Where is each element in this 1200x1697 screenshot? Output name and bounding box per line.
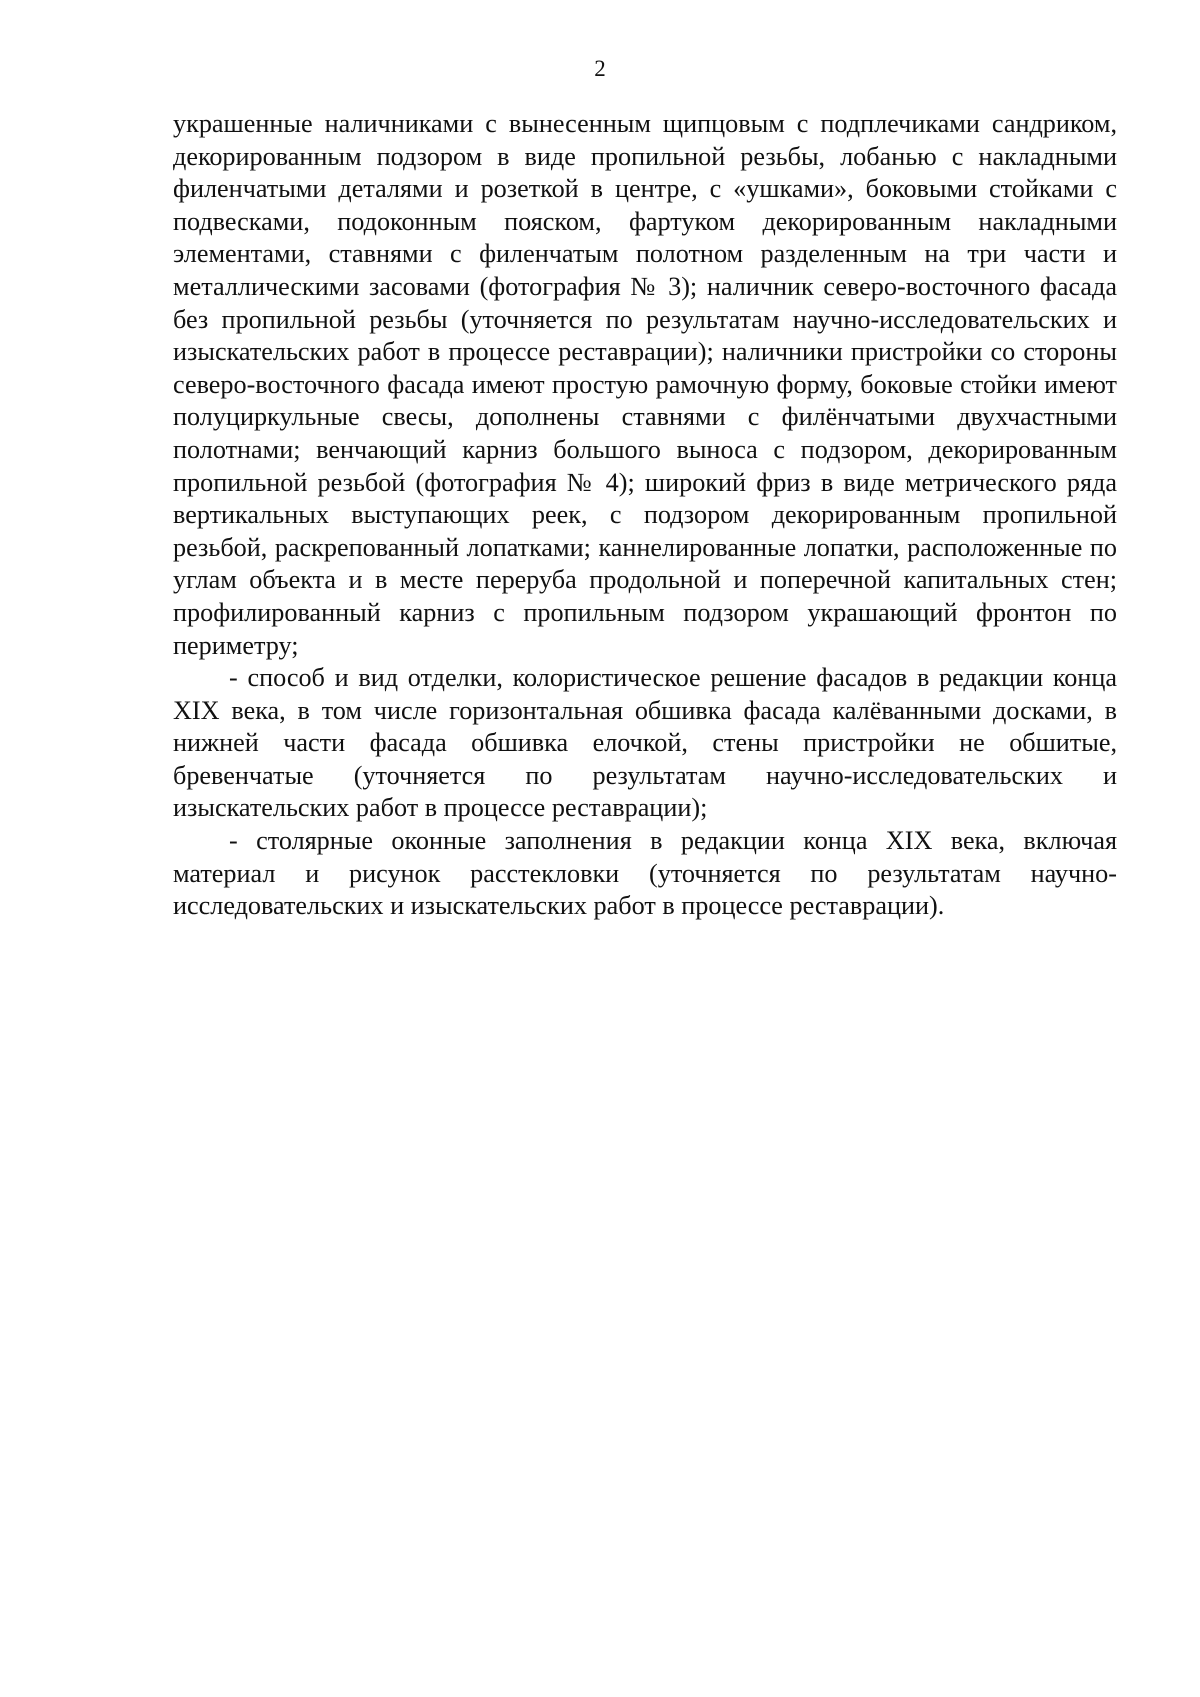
document-body [173, 108, 1117, 923]
paragraph-finishing: - способ и вид отделки, колористическое решение фасадов в редакции конца XIX века, в том числе горизонтальная обшивка фасада калёванными досками, в нижней части фасада обшивка елочкой, стены пристройки не обшитые, бревенчатые (уточняется по результатам научно-исследовательских и изыскательских работ в процессе реставрации); [173, 663, 1117, 823]
paragraph-continuation: украшенные наличниками с вынесенным щипцовым с подплечиками сандриком, декорированным подзором в виде пропильной резьбы, лобанью с накладными филенчатыми деталями и розеткой в центре, с «ушками», боковыми стойками с подвесками, подоконным пояском, фартуком декорированным накладными элементами, ставнями с филенчатым полотном разделенным на три части и металлическими засовами (фотография № 3); наличник северо-восточного фасада без пропильной резьбы (уточняется по результатам научно-исследовательских и изыскательских работ в процессе реставрации); наличники пристройки со стороны северо-восточного фасада имеют простую рамочную форму, боковые стойки имеют полуциркульные свесы, дополнены ставнями с филёнчатыми двухчастными полотнами; венчающий карниз большого выноса с подзором, декорированным пропильной резьбой (фотография № 4); широкий фриз в виде метрического ряда вертикальных выступающих реек, с подзором декорированным пропильной резьбой, раскрепованный лопатками; каннелированные лопатки, расположенные по углам объекта и в месте переруба продольной и поперечной капитальных стен; профилированный карниз с пропильным подзором украшающий фронтон по периметру; [173, 109, 1117, 660]
paragraph-windows: - столярные оконные заполнения в редакции конца XIX века, включая материал и рисунок расстекловки (уточняется по результатам научно-исследовательских и изыскательских работ в процессе реставрации). [173, 826, 1117, 921]
page-number: 2 [594, 56, 606, 81]
